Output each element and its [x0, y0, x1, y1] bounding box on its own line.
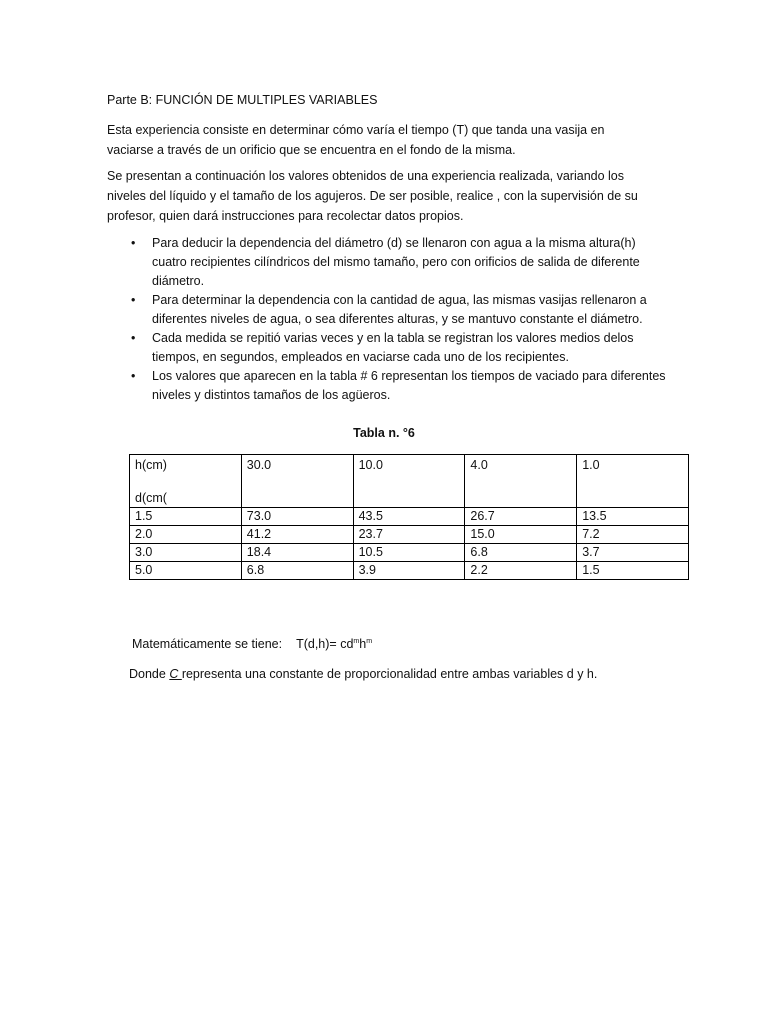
- donde-suffix: representa una constante de proporcionalidad entre ambas variables d y h.: [181, 667, 598, 681]
- diameter-axis-label: d(cm(: [135, 491, 167, 505]
- table-row: [130, 508, 689, 526]
- bullet-text: Para deducir la dependencia del diámetro (d) se llenaron con agua a la misma altura(h) cuatro recipientes cilíndricos del mismo tamaño, pero con orificios de salida de diferente diámetro.: [152, 236, 640, 288]
- bullet-icon: •: [131, 369, 136, 383]
- table-header-cell: 4.0: [465, 455, 577, 508]
- table-cell: 41.2: [241, 526, 353, 544]
- bullet-text: Los valores que aparecen en la tabla # 6 representan los tiempos de vaciado para diferentes niveles y distintos tamaños de los agüeros.: [152, 369, 666, 402]
- table-cell: 7.2: [577, 526, 689, 544]
- table-header-cell: 1.0: [577, 455, 689, 508]
- list-item: [107, 329, 667, 367]
- formula-exponent-d: m: [353, 638, 360, 645]
- table-row: [130, 544, 689, 562]
- bullet-icon: •: [131, 331, 136, 345]
- row-label-cell: 2.0: [130, 526, 242, 544]
- bullet-icon: •: [131, 236, 136, 250]
- bullet-icon: •: [131, 293, 136, 307]
- bullet-list: [107, 234, 667, 405]
- table-cell: 2.2: [465, 562, 577, 580]
- table-cell: 3.7: [577, 544, 689, 562]
- formula-expression: T(d,h)= cd: [296, 637, 354, 651]
- table-cell: 3.9: [353, 562, 465, 580]
- table-cell: 1.5: [577, 562, 689, 580]
- table-corner-cell: [130, 455, 242, 508]
- data-table: [129, 454, 689, 580]
- formula-h: h: [359, 637, 367, 651]
- list-item: [107, 291, 667, 329]
- bullet-text: Cada medida se repitió varias veces y en la tabla se registran los valores medios delos tiempos, en segundos, empleados en vaciarse cada uno de los recipientes.: [152, 331, 634, 364]
- table-header-row: [130, 455, 689, 508]
- table-caption: Tabla n. °6: [353, 426, 415, 440]
- table-cell: 10.5: [353, 544, 465, 562]
- constant-variable: C: [169, 667, 182, 681]
- table-cell: 6.8: [465, 544, 577, 562]
- formula-exponent-h: m: [366, 638, 373, 645]
- list-item: [107, 367, 667, 405]
- height-axis-label: h(cm): [135, 458, 167, 472]
- table-row: [130, 562, 689, 580]
- table-header-cell: 10.0: [353, 455, 465, 508]
- table-cell: 73.0: [241, 508, 353, 526]
- table-row: [130, 526, 689, 544]
- table-cell: 13.5: [577, 508, 689, 526]
- row-label-cell: 5.0: [130, 562, 242, 580]
- section-heading: Parte B: FUNCIÓN DE MULTIPLES VARIABLES: [107, 93, 378, 107]
- row-label-cell: 3.0: [130, 544, 242, 562]
- formula-line: [132, 637, 372, 651]
- constant-definition: [129, 667, 597, 681]
- list-item: [107, 234, 667, 291]
- presentation-paragraph: Se presentan a continuación los valores obtenidos de una experiencia realizada, variando los niveles del líquido y el tamaño de los agujeros. De ser posible, realice , con la supervisión de su profesor, quien dará instrucciones para recolectar datos propios.: [107, 169, 638, 223]
- table-cell: 6.8: [241, 562, 353, 580]
- intro-paragraph: Esta experiencia consiste en determinar cómo varía el tiempo (T) que tanda una vasija en vaciarse a través de un orificio que se encuentra en el fondo de la misma.: [107, 123, 605, 157]
- table-header-cell: 30.0: [241, 455, 353, 508]
- donde-prefix: Donde: [129, 667, 170, 681]
- table-cell: 26.7: [465, 508, 577, 526]
- table-cell: 23.7: [353, 526, 465, 544]
- formula-label: Matemáticamente se tiene:: [132, 637, 283, 651]
- table-cell: 18.4: [241, 544, 353, 562]
- table-cell: 43.5: [353, 508, 465, 526]
- row-label-cell: 1.5: [130, 508, 242, 526]
- table-cell: 15.0: [465, 526, 577, 544]
- bullet-text: Para determinar la dependencia con la cantidad de agua, las mismas vasijas rellenaron a diferentes niveles de agua, o sea diferentes alturas, y se mantuvo constante el diámetro.: [152, 293, 647, 326]
